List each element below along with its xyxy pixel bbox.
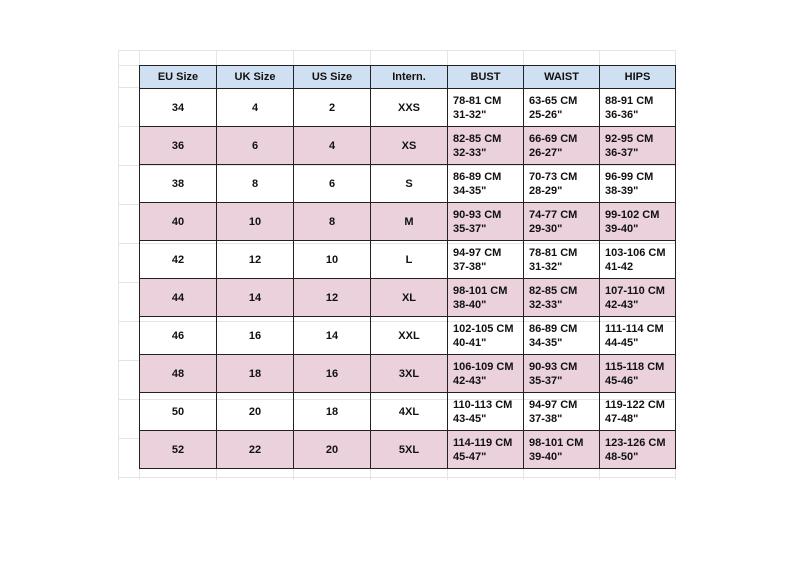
header-waist: WAIST bbox=[524, 66, 600, 89]
cell-eu: 44 bbox=[140, 279, 217, 317]
cell-intern: XS bbox=[371, 127, 448, 165]
cell-intern: 3XL bbox=[371, 355, 448, 393]
table-row bbox=[140, 317, 676, 355]
header-us-size: US Size bbox=[294, 66, 371, 89]
cell-bust: 94-97 CM 37-38" bbox=[448, 241, 524, 279]
cell-hips: 92-95 CM 36-37" bbox=[600, 127, 676, 165]
size-chart-table bbox=[139, 65, 676, 469]
header-eu-size: EU Size bbox=[140, 66, 217, 89]
cell-waist: 86-89 CM 34-35" bbox=[524, 317, 600, 355]
cell-us: 20 bbox=[294, 431, 371, 469]
table-row bbox=[140, 241, 676, 279]
cell-bust: 106-109 CM 42-43" bbox=[448, 355, 524, 393]
cell-eu: 34 bbox=[140, 89, 217, 127]
cell-bust: 114-119 CM 45-47" bbox=[448, 431, 524, 469]
table-row bbox=[140, 203, 676, 241]
cell-eu: 48 bbox=[140, 355, 217, 393]
cell-us: 14 bbox=[294, 317, 371, 355]
gridline bbox=[118, 477, 676, 478]
cell-intern: 5XL bbox=[371, 431, 448, 469]
cell-uk: 20 bbox=[217, 393, 294, 431]
cell-eu: 36 bbox=[140, 127, 217, 165]
cell-waist: 82-85 CM 32-33" bbox=[524, 279, 600, 317]
cell-intern: XL bbox=[371, 279, 448, 317]
cell-uk: 22 bbox=[217, 431, 294, 469]
cell-bust: 86-89 CM 34-35" bbox=[448, 165, 524, 203]
table-row bbox=[140, 89, 676, 127]
header-intern: Intern. bbox=[371, 66, 448, 89]
cell-intern: M bbox=[371, 203, 448, 241]
cell-us: 4 bbox=[294, 127, 371, 165]
cell-waist: 66-69 CM 26-27" bbox=[524, 127, 600, 165]
table-row bbox=[140, 165, 676, 203]
cell-uk: 8 bbox=[217, 165, 294, 203]
cell-bust: 90-93 CM 35-37" bbox=[448, 203, 524, 241]
cell-uk: 12 bbox=[217, 241, 294, 279]
table-row bbox=[140, 431, 676, 469]
cell-waist: 63-65 CM 25-26" bbox=[524, 89, 600, 127]
cell-us: 10 bbox=[294, 241, 371, 279]
header-hips: HIPS bbox=[600, 66, 676, 89]
cell-eu: 40 bbox=[140, 203, 217, 241]
table-row bbox=[140, 279, 676, 317]
cell-waist: 98-101 CM 39-40" bbox=[524, 431, 600, 469]
cell-uk: 4 bbox=[217, 89, 294, 127]
cell-uk: 14 bbox=[217, 279, 294, 317]
table-row bbox=[140, 355, 676, 393]
cell-us: 6 bbox=[294, 165, 371, 203]
cell-uk: 16 bbox=[217, 317, 294, 355]
cell-bust: 98-101 CM 38-40" bbox=[448, 279, 524, 317]
cell-hips: 123-126 CM 48-50" bbox=[600, 431, 676, 469]
cell-us: 18 bbox=[294, 393, 371, 431]
table-row bbox=[140, 127, 676, 165]
cell-intern: XXL bbox=[371, 317, 448, 355]
cell-eu: 50 bbox=[140, 393, 217, 431]
cell-us: 16 bbox=[294, 355, 371, 393]
cell-bust: 102-105 CM 40-41" bbox=[448, 317, 524, 355]
cell-waist: 74-77 CM 29-30" bbox=[524, 203, 600, 241]
cell-hips: 88-91 CM 36-36" bbox=[600, 89, 676, 127]
cell-hips: 111-114 CM 44-45" bbox=[600, 317, 676, 355]
cell-intern: L bbox=[371, 241, 448, 279]
header-uk-size: UK Size bbox=[217, 66, 294, 89]
cell-hips: 103-106 CM 41-42 bbox=[600, 241, 676, 279]
cell-waist: 70-73 CM 28-29" bbox=[524, 165, 600, 203]
cell-hips: 119-122 CM 47-48" bbox=[600, 393, 676, 431]
cell-hips: 99-102 CM 39-40" bbox=[600, 203, 676, 241]
cell-us: 8 bbox=[294, 203, 371, 241]
cell-waist: 78-81 CM 31-32" bbox=[524, 241, 600, 279]
cell-intern: 4XL bbox=[371, 393, 448, 431]
cell-intern: XXS bbox=[371, 89, 448, 127]
cell-uk: 6 bbox=[217, 127, 294, 165]
gridline bbox=[118, 50, 676, 51]
cell-bust: 78-81 CM 31-32" bbox=[448, 89, 524, 127]
cell-waist: 94-97 CM 37-38" bbox=[524, 393, 600, 431]
header-row bbox=[140, 66, 676, 89]
cell-uk: 18 bbox=[217, 355, 294, 393]
cell-eu: 42 bbox=[140, 241, 217, 279]
cell-intern: S bbox=[371, 165, 448, 203]
cell-bust: 82-85 CM 32-33" bbox=[448, 127, 524, 165]
cell-hips: 115-118 CM 45-46" bbox=[600, 355, 676, 393]
gridline bbox=[118, 50, 119, 480]
cell-eu: 46 bbox=[140, 317, 217, 355]
cell-bust: 110-113 CM 43-45" bbox=[448, 393, 524, 431]
cell-eu: 38 bbox=[140, 165, 217, 203]
cell-hips: 96-99 CM 38-39" bbox=[600, 165, 676, 203]
cell-eu: 52 bbox=[140, 431, 217, 469]
cell-waist: 90-93 CM 35-37" bbox=[524, 355, 600, 393]
cell-uk: 10 bbox=[217, 203, 294, 241]
cell-us: 2 bbox=[294, 89, 371, 127]
cell-hips: 107-110 CM 42-43" bbox=[600, 279, 676, 317]
table-row bbox=[140, 393, 676, 431]
cell-us: 12 bbox=[294, 279, 371, 317]
header-bust: BUST bbox=[448, 66, 524, 89]
